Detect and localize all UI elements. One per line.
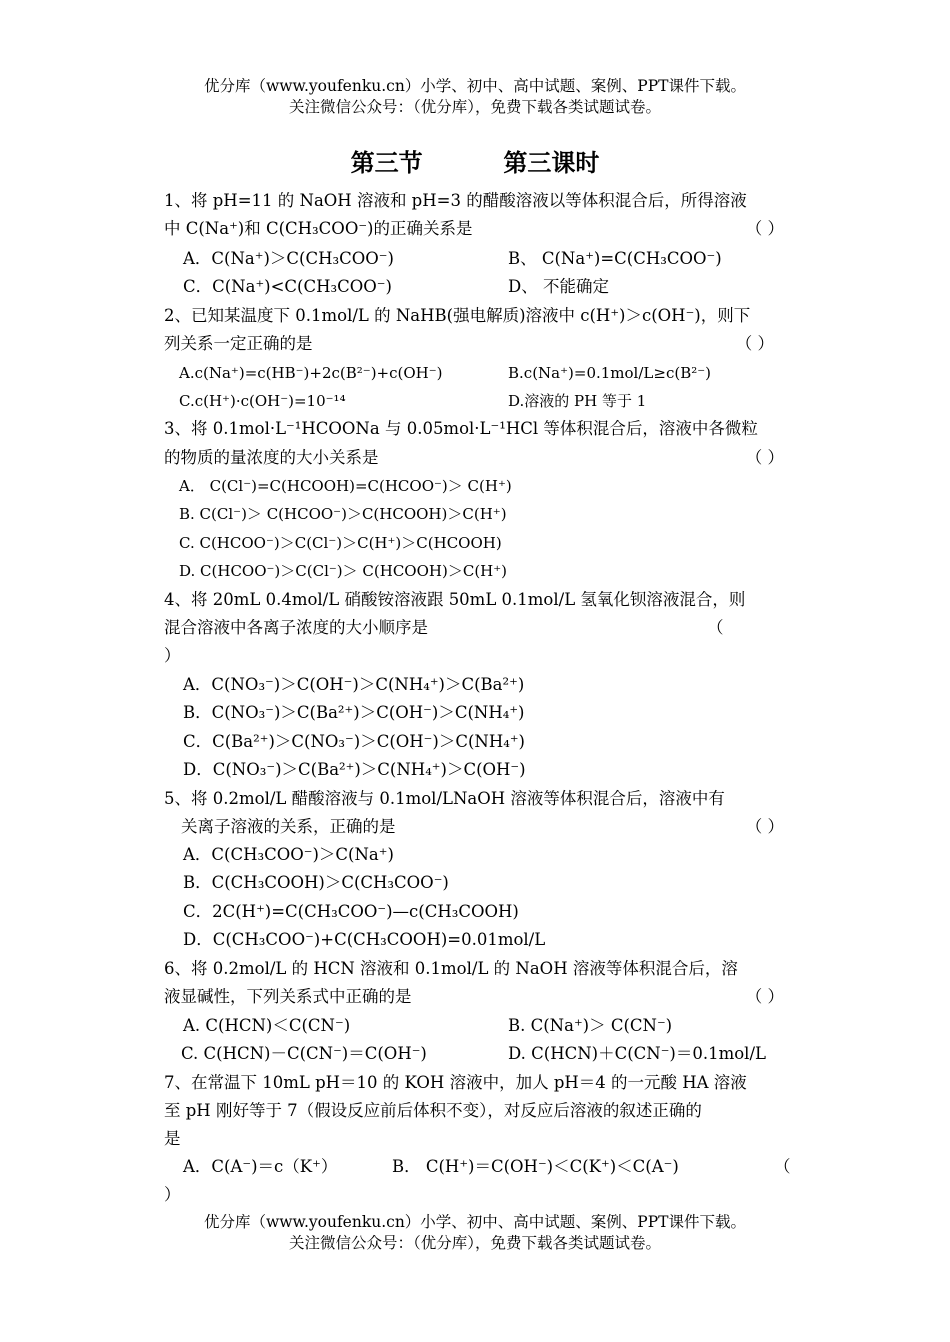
q3-stem-2: 的物质的量浓度的大小关系是	[164, 448, 379, 467]
q6-option-d: D. C(HCN)＋C(CN⁻)＝0.1mol/L	[508, 1044, 766, 1063]
q5-option-b: B．C(CH₃COOH)＞C(CH₃COO⁻)	[183, 873, 449, 892]
q7-stem-2: 至 pH 刚好等于 7（假设反应前后体积不变），对反应后溶液的叙述正确的	[164, 1101, 702, 1120]
q7-option-a: A．C(A⁻)＝c（K⁺）	[183, 1157, 338, 1176]
q3-option-d: D. C(HCOO⁻)＞C(Cl⁻)＞ C(HCOOH)＞C(H⁺)	[179, 562, 508, 580]
q1-option-a: A．C(Na⁺)＞C(CH₃COO⁻)	[183, 249, 394, 268]
title-section: 第三节	[350, 149, 423, 177]
header-line-2: 关注微信公众号：（优分库），免费下载各类试题试卷。	[288, 98, 661, 116]
q6-option-c: C. C(HCN)－C(CN⁻)＝C(OH⁻)	[181, 1044, 427, 1063]
q2-option-c: C.c(H⁺)·c(OH⁻)=10⁻¹⁴	[179, 392, 346, 410]
q6-option-a: A. C(HCN)＜C(CN⁻)	[183, 1016, 351, 1035]
q6-stem-2: 液显碱性，下列关系式中正确的是	[164, 987, 412, 1006]
q2-option-d: D.溶液的 PH 等于 1	[508, 392, 647, 410]
q1-stem-2: 中 C(Na⁺)和 C(CH₃COO⁻)的正确关系是	[164, 219, 473, 238]
q4-option-c: C．C(Ba²⁺)＞C(NO₃⁻)＞C(OH⁻)＞C(NH₄⁺)	[183, 732, 525, 751]
q5-stem-2: 关离子溶液的关系，正确的是	[181, 817, 396, 836]
q3-option-a: A． C(Cl⁻)=C(HCOOH)=C(HCOO⁻)＞ C(H⁺)	[179, 477, 512, 495]
q2-option-a: A.c(Na⁺)=c(HB⁻)+2c(B²⁻)+c(OH⁻)	[179, 364, 443, 382]
q4-option-a: A．C(NO₃⁻)＞C(OH⁻)＞C(NH₄⁺)＞C(Ba²⁺)	[183, 675, 525, 694]
q3-option-b: B. C(Cl⁻)＞ C(HCOO⁻)＞C(HCOOH)＞C(H⁺)	[179, 505, 507, 523]
q4-option-b: B．C(NO₃⁻)＞C(Ba²⁺)＞C(OH⁻)＞C(NH₄⁺)	[183, 703, 525, 722]
q1-answer-paren: （ ）	[745, 219, 784, 238]
q4-paren-close: ）	[164, 646, 181, 665]
q2-option-b: B.c(Na⁺)=0.1mol/L≥c(B²⁻)	[508, 364, 711, 382]
q6-answer-paren: （ ）	[745, 987, 784, 1006]
q7-paren-open: （	[774, 1157, 791, 1176]
q4-option-d: D．C(NO₃⁻)＞C(Ba²⁺)＞C(NH₄⁺)＞C(OH⁻)	[183, 760, 526, 779]
q3-stem-1: 3、将 0.1mol·L⁻¹HCOONa 与 0.05mol·L⁻¹HCl 等体积混合后，溶液中各微粒	[164, 419, 758, 438]
q2-stem-1: 2、已知某温度下 0.1mol/L 的 NaHB(强电解质)溶液中 c(H⁺)＞c(OH⁻)，则下	[164, 306, 751, 325]
q5-stem-1: 5、将 0.2mol/L 醋酸溶液与 0.1mol/LNaOH 溶液等体积混合后，溶液中有	[164, 789, 725, 808]
q4-paren-open: （	[707, 618, 724, 637]
q7-stem-1: 7、在常温下 10mL pH＝10 的 KOH 溶液中，加人 pH＝4 的一元酸 HA 溶液	[164, 1073, 747, 1092]
q6-option-b: B. C(Na⁺)＞ C(CN⁻)	[508, 1016, 673, 1035]
q2-answer-paren: （ ）	[735, 334, 774, 353]
q6-stem-1: 6、将 0.2mol/L 的 HCN 溶液和 0.1mol/L 的 NaOH 溶液等体积混合后，溶	[164, 959, 738, 978]
page-title	[0, 143, 950, 178]
q4-stem-2: 混合溶液中各离子浓度的大小顺序是	[164, 618, 428, 637]
footer-line-2: 关注微信公众号：（优分库），免费下载各类试题试卷。	[288, 1234, 661, 1252]
q5-option-a: A．C(CH₃COO⁻)＞C(Na⁺)	[183, 845, 394, 864]
q7-option-b: B． C(H⁺)＝C(OH⁻)＜C(K⁺)＜C(A⁻)	[392, 1157, 679, 1176]
q2-stem-2: 列关系一定正确的是	[164, 334, 313, 353]
q5-option-d: D．C(CH₃COO⁻)+C(CH₃COOH)=0.01mol/L	[183, 930, 546, 949]
q1-stem-1: 1、将 pH=11 的 NaOH 溶液和 pH=3 的醋酸溶液以等体积混合后，所得溶液	[164, 191, 747, 210]
q1-option-c: C．C(Na⁺)<C(CH₃COO⁻)	[183, 277, 392, 296]
title-lesson: 第三课时	[503, 149, 600, 177]
q5-answer-paren: （ ）	[745, 817, 784, 836]
q7-stem-3: 是	[164, 1129, 181, 1148]
q4-stem-1: 4、将 20mL 0.4mol/L 硝酸铵溶液跟 50mL 0.1mol/L 氢氧化钡溶液混合，则	[164, 590, 746, 609]
header-line-1: 优分库（www.youfenku.cn）小学、初中、高中试题、案例、PPT课件下载。	[203, 77, 747, 95]
q3-option-c: C. C(HCOO⁻)＞C(Cl⁻)＞C(H⁺)＞C(HCOOH)	[179, 534, 502, 552]
q1-option-b: B、 C(Na⁺)=C(CH₃COO⁻)	[508, 249, 722, 268]
q5-option-c: C．2C(H⁺)=C(CH₃COO⁻)—c(CH₃COOH)	[183, 902, 519, 921]
q7-paren-close: ）	[164, 1185, 181, 1204]
footer-line-1: 优分库（www.youfenku.cn）小学、初中、高中试题、案例、PPT课件下载。	[203, 1213, 747, 1231]
q1-option-d: D、 不能确定	[508, 277, 609, 296]
q3-answer-paren: （ ）	[745, 448, 784, 467]
